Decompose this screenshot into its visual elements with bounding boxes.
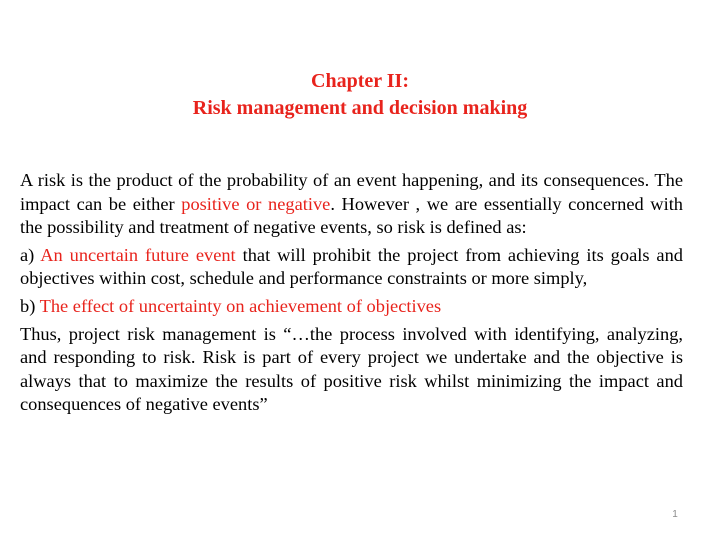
paragraph-text: . However , we are essentially concerned with the possibility and treatment of negative events, so risk is defined as: xyxy=(20,193,683,238)
paragraph-risk-management-quote xyxy=(20,323,683,417)
highlight-uncertain-event: An uncertain future event xyxy=(40,244,236,265)
paragraph-text: Thus, project risk management is “…the process involved with identifying, analyzing, and responding to risk. Risk is part of every project we undertake and the objective is always that to maximize the results of positive risk whilst minimizing the impact and consequences of negative events” xyxy=(20,323,683,415)
paragraph-definition-b xyxy=(20,295,683,319)
paragraph-risk-definition xyxy=(20,169,683,240)
list-marker-b: b) xyxy=(20,295,40,316)
slide-body xyxy=(20,169,683,421)
page-number: 1 xyxy=(672,509,678,520)
title-line-subject: Risk management and decision making xyxy=(192,97,528,119)
slide-title xyxy=(0,68,720,122)
title-line-chapter: Chapter II: xyxy=(311,70,409,92)
highlight-positive-negative: positive or negative xyxy=(181,193,331,214)
paragraph-text: that will prohibit the project from achieving its goals and objectives within cost, schedule and performance constraints or more simply, xyxy=(20,244,683,289)
highlight-effect-of-uncertainty: The effect of uncertainty on achievement of objectives xyxy=(39,295,442,316)
paragraph-text: A risk is the product of the probability of an event happening, and its consequences. The impact can be either xyxy=(20,170,683,214)
list-marker-a: a) xyxy=(20,244,41,265)
paragraph-definition-a xyxy=(20,244,683,291)
